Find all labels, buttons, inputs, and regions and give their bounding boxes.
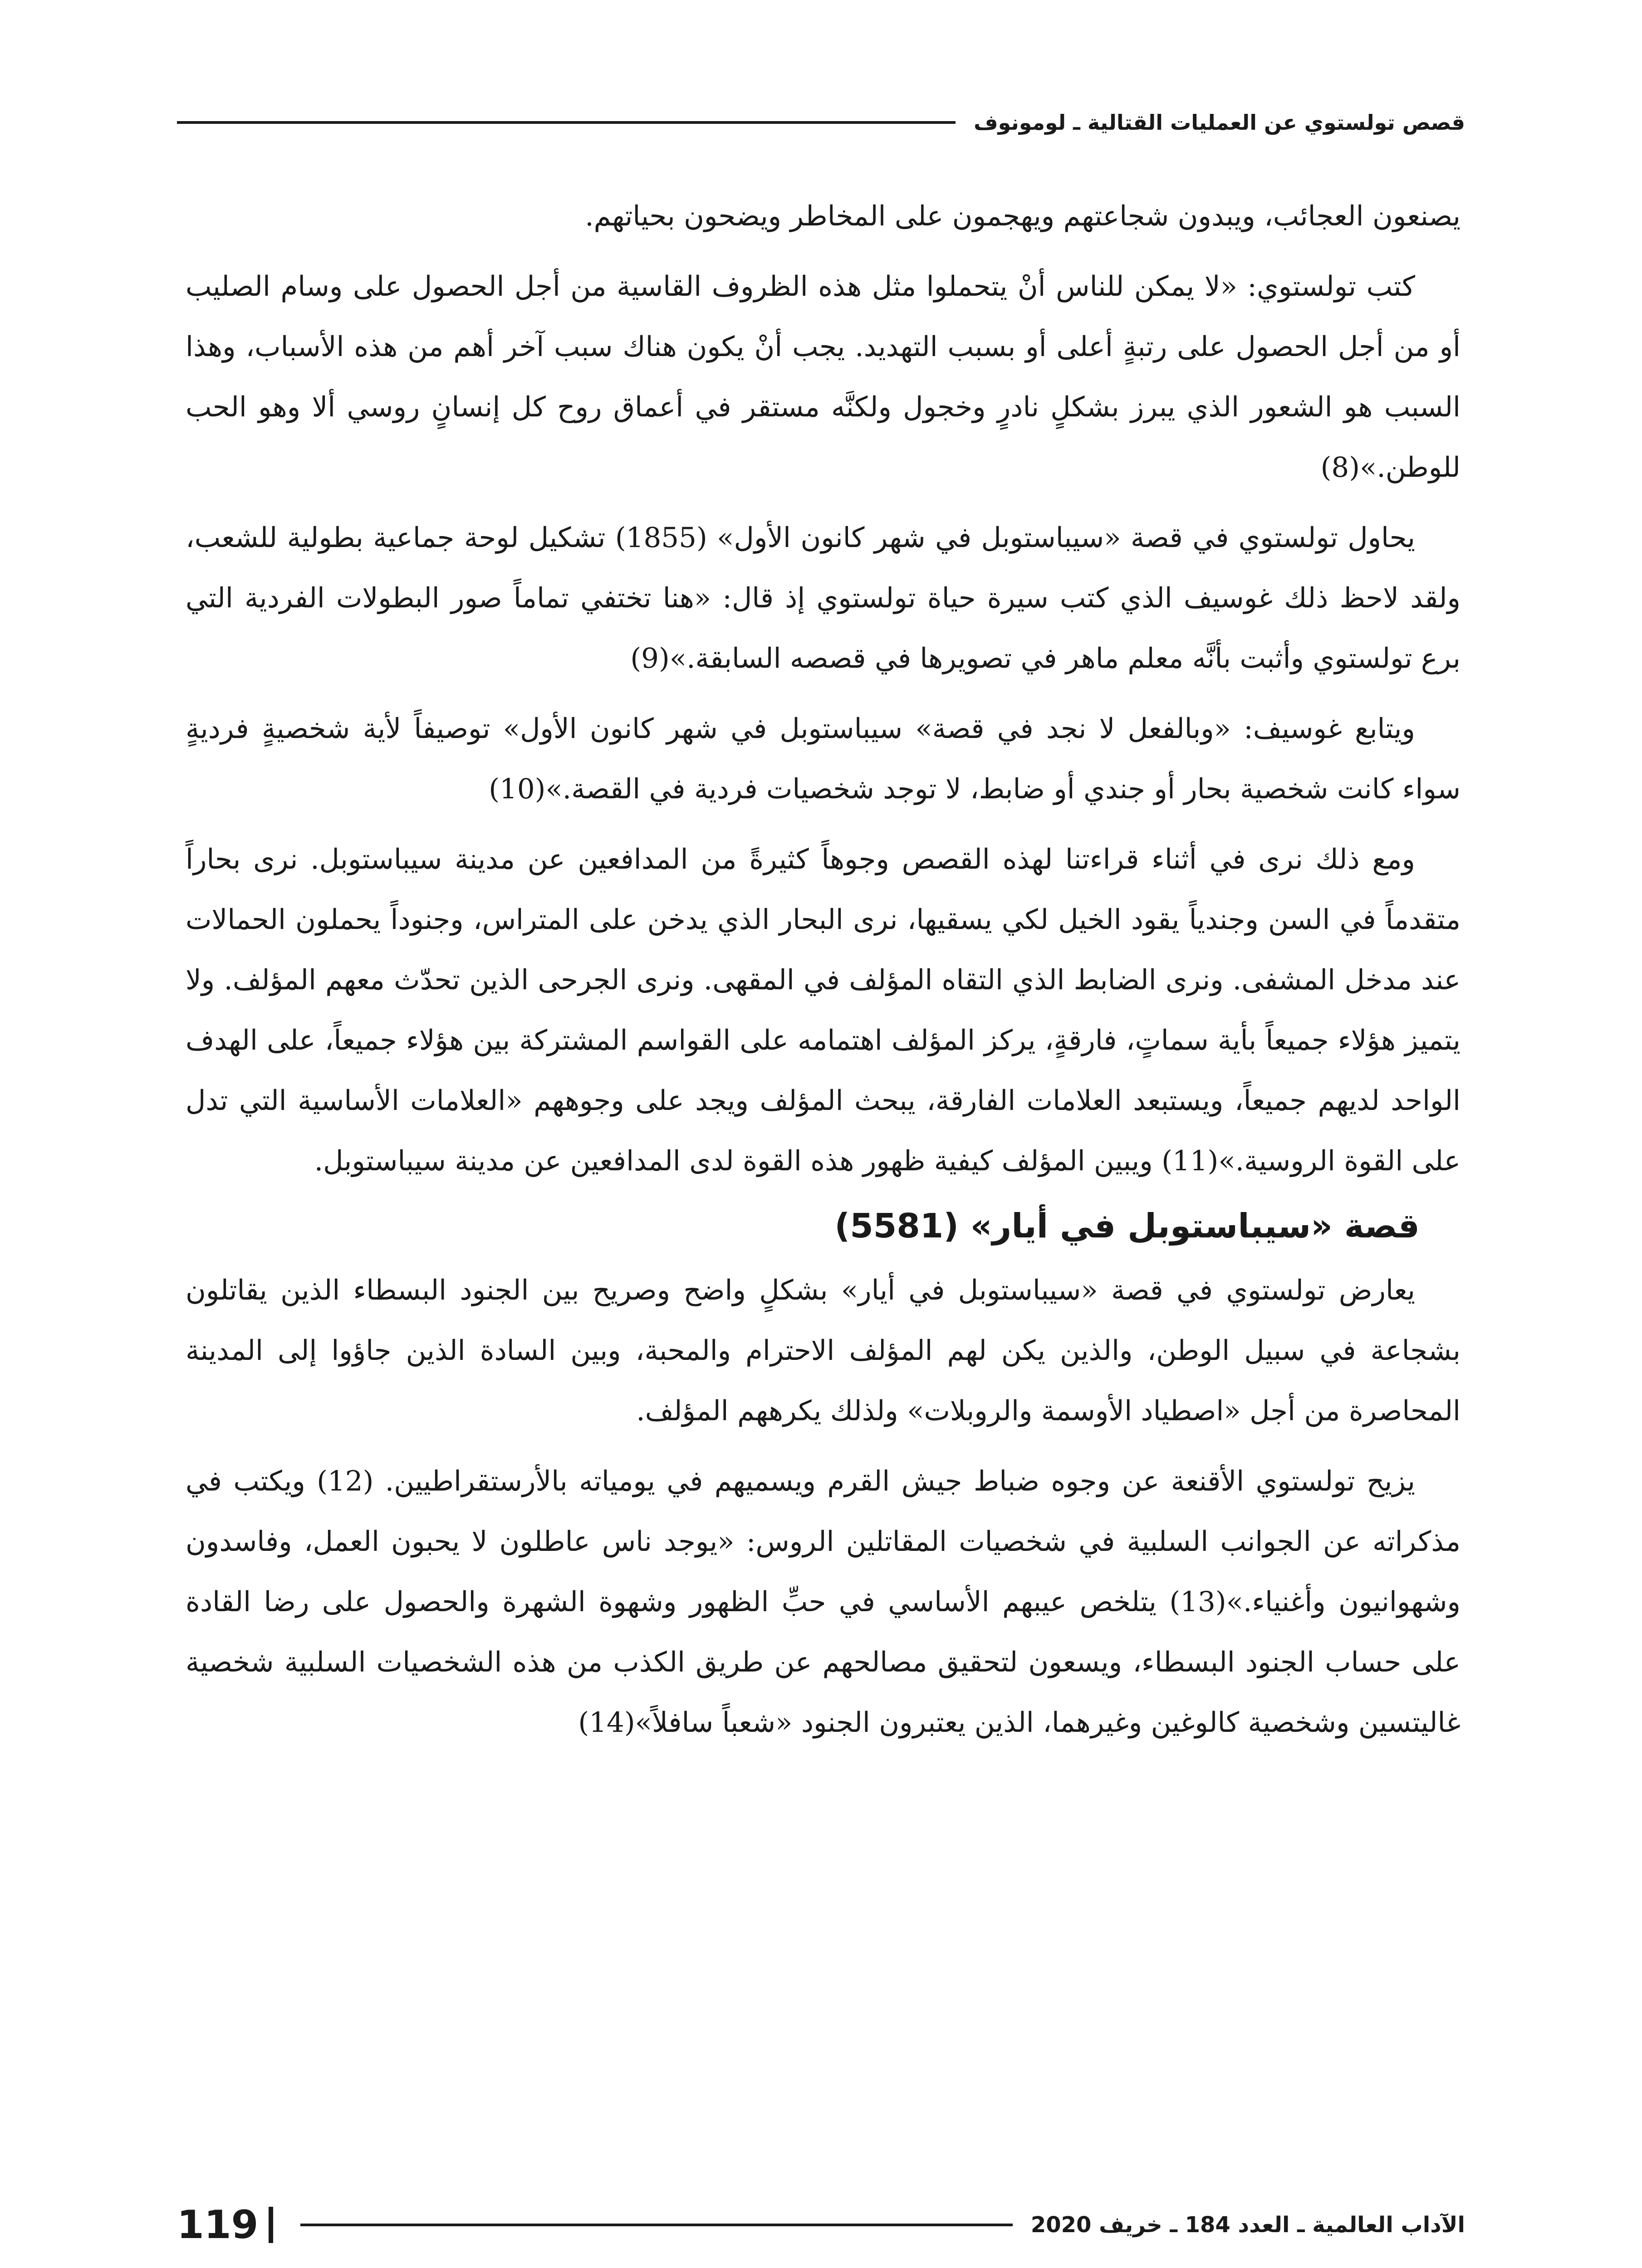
footer-rule [300, 2224, 1013, 2226]
section-heading: قصة «سيباستوبل في أيار» (5581) [834, 1207, 1420, 1246]
header-rule [177, 121, 956, 124]
page-number-bar [269, 2207, 273, 2243]
running-header-title: قصص تولستوي عن العمليات القتالية ـ لومونوف [974, 110, 1465, 135]
journal-issue: الآداب العالمية ـ العدد 184 ـ خريف 2020 [1030, 2212, 1465, 2238]
paragraph: يحاول تولستوي في قصة «سيباستوبل في شهر كانون الأول» (1855) تشكيل لوحة جماعية بطولية للشعب، ولقد لاحظ ذلك غوسيف الذي كتب سيرة حياة تولستوي إذ قال: «هنا تختفي تماماً صور البطولات الفردية التي برع تولستوي وأثبت بأنَّه معلم ماهر في تصويرها في قصصه السابقة.»(9) [186, 522, 1461, 675]
paragraph: يعارض تولستوي في قصة «سيباستوبل في أيار» بشكلٍ واضح وصريح بين الجنود البسطاء الذين يقاتلون بشجاعة في سبيل الوطن، والذين يكن لهم المؤلف الاحترام والمحبة، وبين السادة الذين جاؤوا إلى المدينة المحاصرة من أجل «اصطياد الأوسمة والروبلات» ولذلك يكرههم المؤلف. [186, 1274, 1461, 1427]
page-footer [177, 2200, 1465, 2250]
page-number [177, 2202, 273, 2248]
paragraph: يصنعون العجائب، ويبدون شجاعتهم ويهجمون على المخاطر ويضحون بحياتهم. [585, 200, 1461, 232]
paragraph: يزيح تولستوي الأقنعة عن وجوه ضباط جيش القرم ويسميهم في يومياته بالأرستقراطيين. (12) ويكتب في مذكراته عن الجوانب السلبية في شخصيات المقاتلين الروس: «يوجد ناس عاطلون لا يحبون العمل، وفاسدون وشهوانيون وأغنياء.»(13) يتلخص عيبهم الأساسي في حبِّ الظهور وشهوة الشهرة والحصول على رضا القادة على حساب الجنود البسطاء، ويسعون لتحقيق مصالحهم عن طريق الكذب من هذه الشخصيات السلبية شخصية غاليتسين وشخصية كالوغين وغيرهما، الذين يعتبرون الجنود «شعباً سافلاً»(14) [186, 1465, 1461, 1739]
article-body [186, 186, 1461, 1763]
paragraph: ويتابع غوسيف: «وبالفعل لا نجد في قصة» سيباستوبل في شهر كانون الأول» توصيفاً لأية شخصيةٍ فرديةٍ سواء كانت شخصية بحار أو جندي أو ضابط، لا توجد شخصيات فردية في القصة.»(10) [186, 713, 1461, 805]
paragraph: كتب تولستوي: «لا يمكن للناس أنْ يتحملوا مثل هذه الظروف القاسية من أجل الحصول على وسام الصليب أو من أجل الحصول على رتبةٍ أعلى أو بسبب التهديد. يجب أنْ يكون هناك سبب آخر أهم من هذه الأسباب، وهذا السبب هو الشعور الذي يبرز بشكلٍ نادرٍ وخجول ولكنَّه مستقر في أعماق روح كل إنسانٍ روسي ألا وهو الحب للوطن.»(8) [186, 270, 1461, 484]
paragraph: ومع ذلك نرى في أثناء قراءتنا لهذه القصص وجوهاً كثيرةً من المدافعين عن مدينة سيباستوبل. نرى بحاراً متقدماً في السن وجندياً يقود الخيل لكي يسقيها، نرى البحار الذي يدخن على المتراس، وجنوداً يحملون الحمالات عند مدخل المشفى. ونرى الضابط الذي التقاه المؤلف في المقهى. ونرى الجرحى الذين تحدّث معهم المؤلف. ولا يتميز هؤلاء جميعاً بأية سماتٍ، فارقةٍ، يركز المؤلف اهتمامه على القواسم المشتركة بين هؤلاء جميعاً، على الهدف الواحد لديهم جميعاً، ويستبعد العلامات الفارقة، يبحث المؤلف ويجد على وجوههم «العلامات الأساسية التي تدل على القوة الروسية.»(11) ويبين المؤلف كيفية ظهور هذه القوة لدى المدافعين عن مدينة سيباستوبل. [186, 843, 1461, 1177]
page-number-text: 119 [177, 2202, 259, 2248]
running-header [177, 102, 1465, 143]
